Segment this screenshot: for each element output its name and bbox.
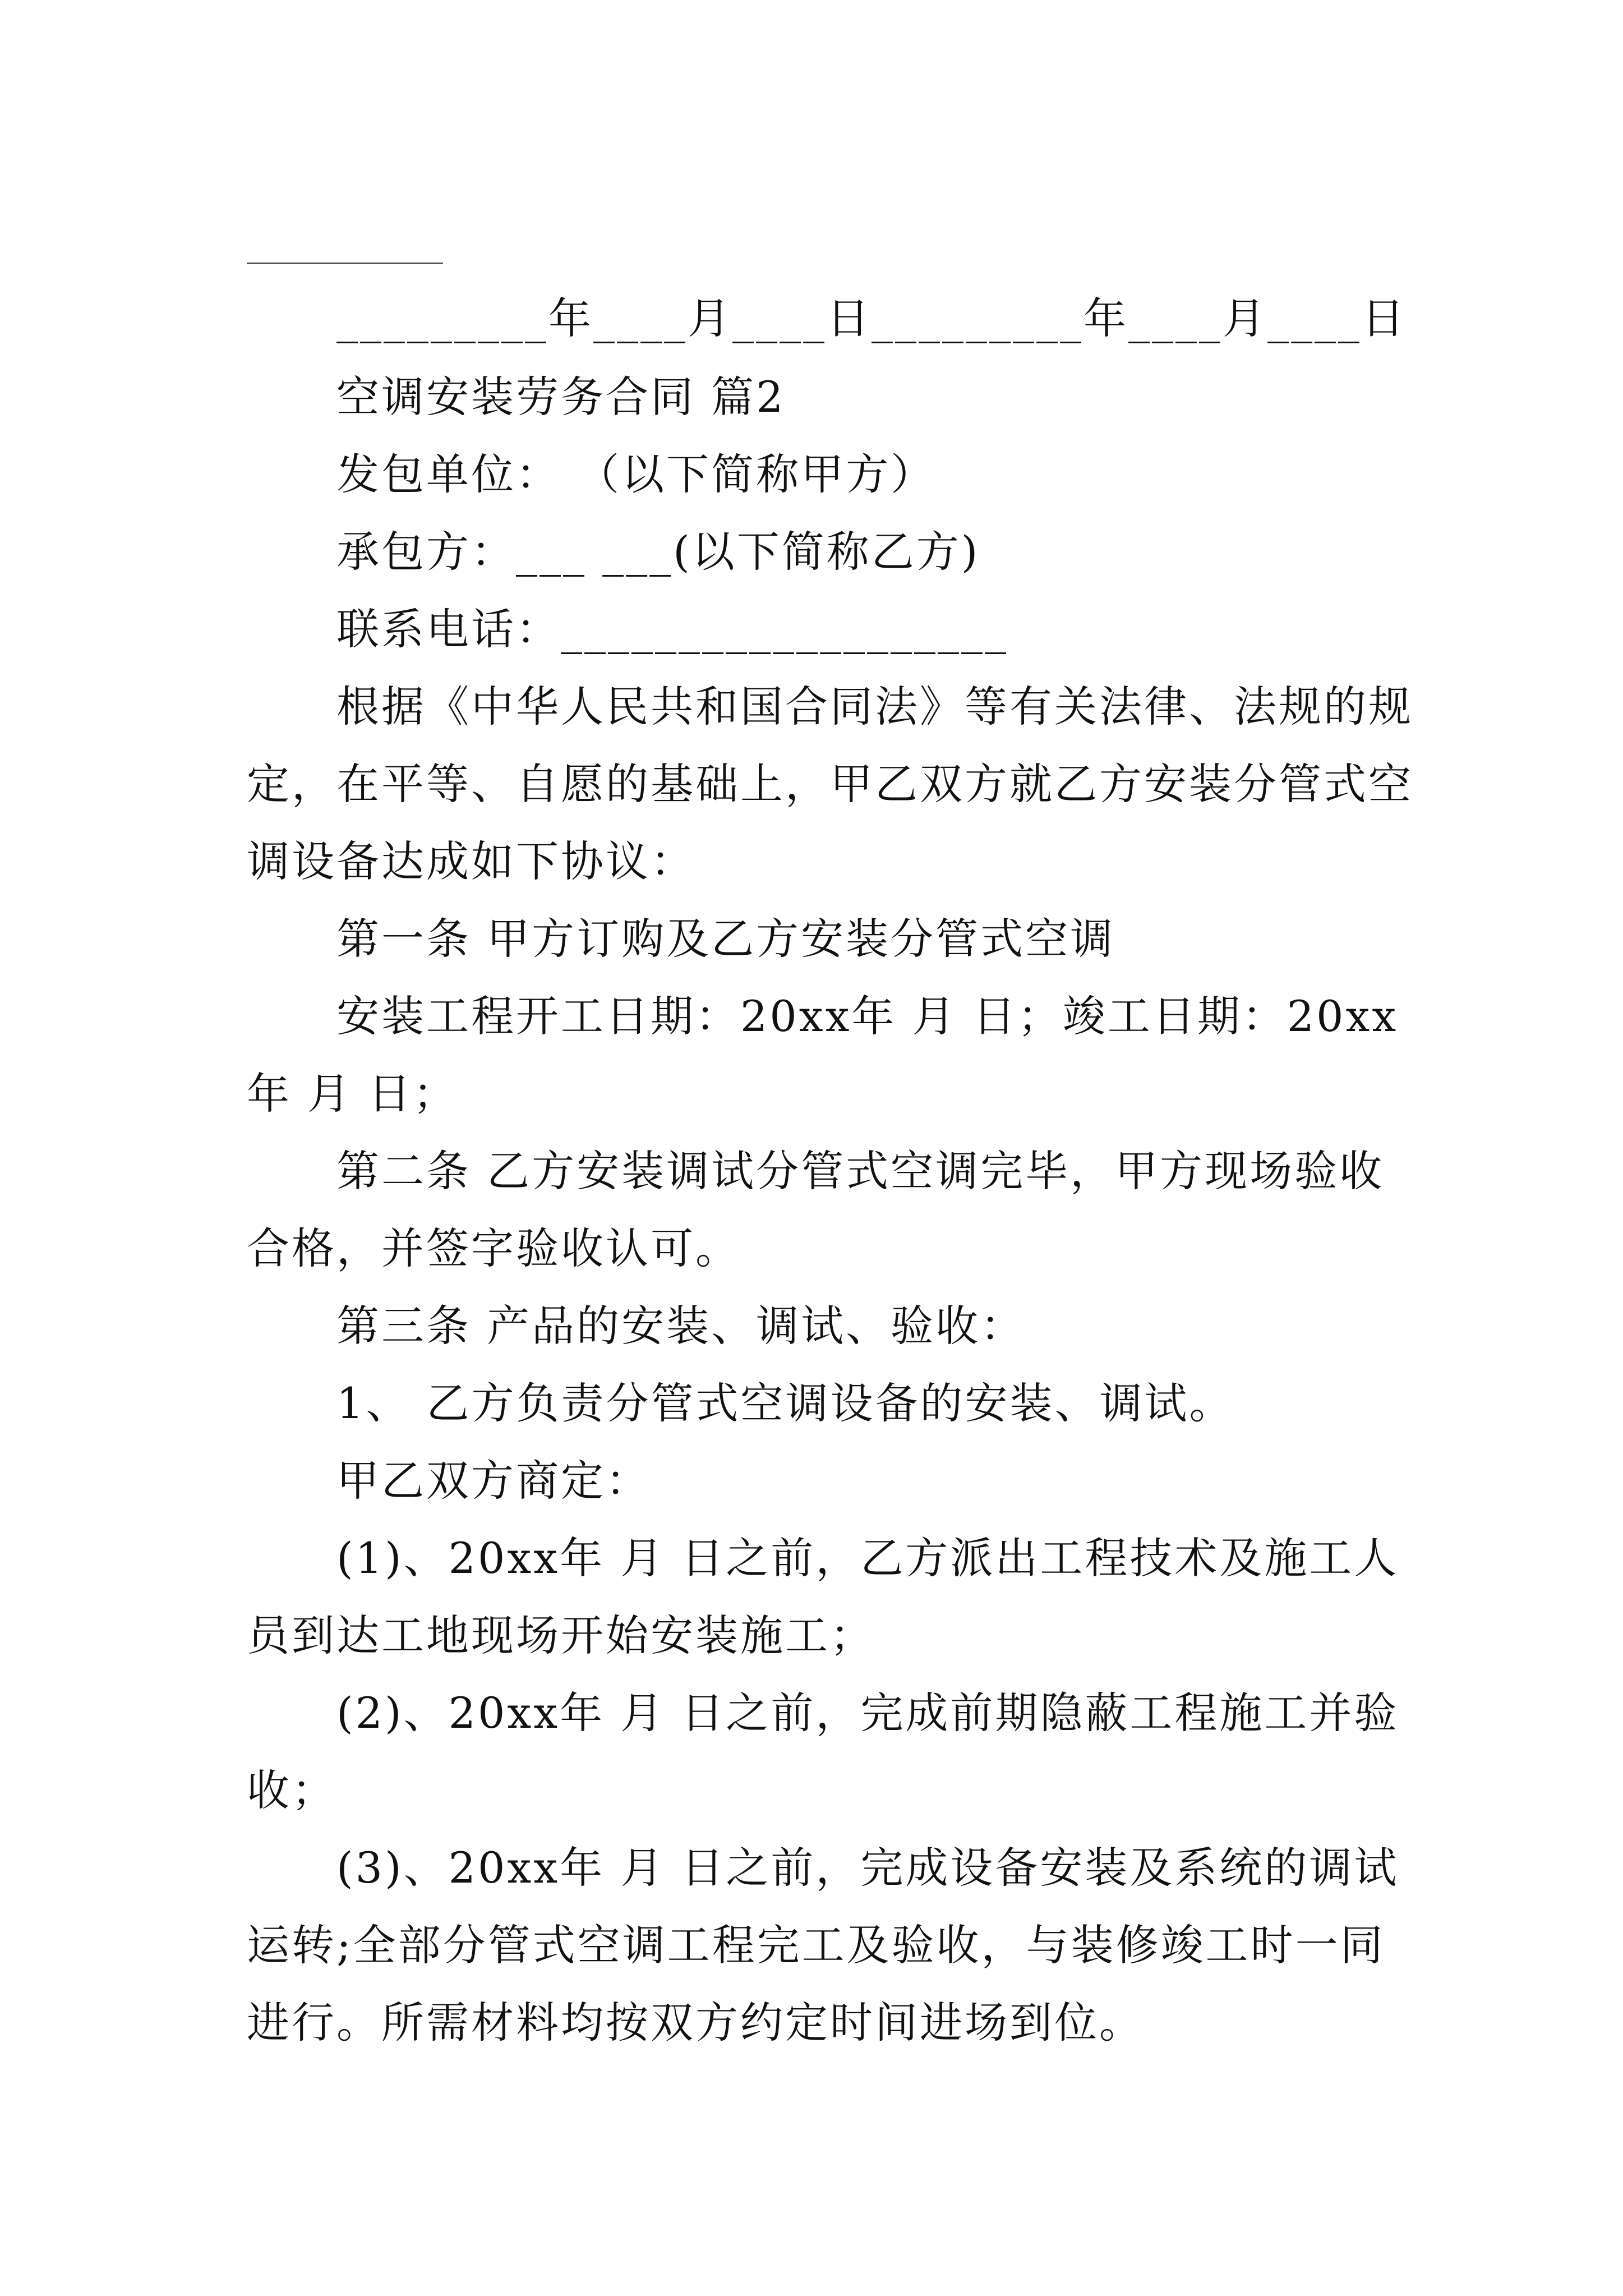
step-1-line-1: (1)、20xx年 月 日之前，乙方派出工程技术及施工人 (336, 1533, 1399, 1583)
item-1: 1、 乙方负责分管式空调设备的安装、调试。 (336, 1378, 1234, 1428)
signature-date-line: _________年____月____日_________年____月____日 (336, 293, 1407, 343)
intro-line-3: 调设备达成如下协议： (247, 836, 695, 886)
step-3-line-3: 进行。所需材料均按双方约定时间进场到位。 (247, 1998, 1144, 2047)
signature-underline (247, 263, 443, 264)
phone-line: 联系电话：___________________ (336, 604, 1008, 654)
article-2-line-2: 合格，并签字验收认可。 (247, 1223, 740, 1273)
install-dates-line-1: 安装工程开工日期：20xx年 月 日；竣工日期：20xx (336, 991, 1399, 1041)
step-2-line-2: 收； (247, 1765, 336, 1815)
step-3-line-1: (3)、20xx年 月 日之前，完成设备安装及系统的调试 (336, 1843, 1399, 1893)
step-3-line-2: 运转;全部分管式空调工程完工及验收，与装修竣工时一同 (247, 1920, 1385, 1970)
article-2-line-1: 第二条 乙方安装调试分管式空调完毕，甲方现场验收 (336, 1146, 1385, 1196)
agreed-heading: 甲乙双方商定： (336, 1456, 651, 1506)
article-3: 第三条 产品的安装、调试、验收： (336, 1301, 1026, 1351)
intro-line-2: 定，在平等、自愿的基础上，甲乙双方就乙方安装分管式空 (247, 759, 1413, 809)
step-2-line-1: (2)、20xx年 月 日之前，完成前期隐蔽工程施工并验 (336, 1688, 1399, 1738)
article-1: 第一条 甲方订购及乙方安装分管式空调 (336, 914, 1115, 964)
install-dates-line-2: 年 月 日； (247, 1069, 458, 1119)
section-title: 空调安装劳务合同 篇2 (336, 372, 786, 422)
step-1-line-2: 员到达工地现场开始安装施工； (247, 1611, 875, 1660)
employer-line: 发包单位： （以下简称甲方） (336, 449, 936, 499)
contractor-line: 承包方：___ ___(以下简称乙方) (336, 527, 980, 577)
intro-line-1: 根据《中华人民共和国合同法》等有关法律、法规的规 (336, 682, 1413, 731)
